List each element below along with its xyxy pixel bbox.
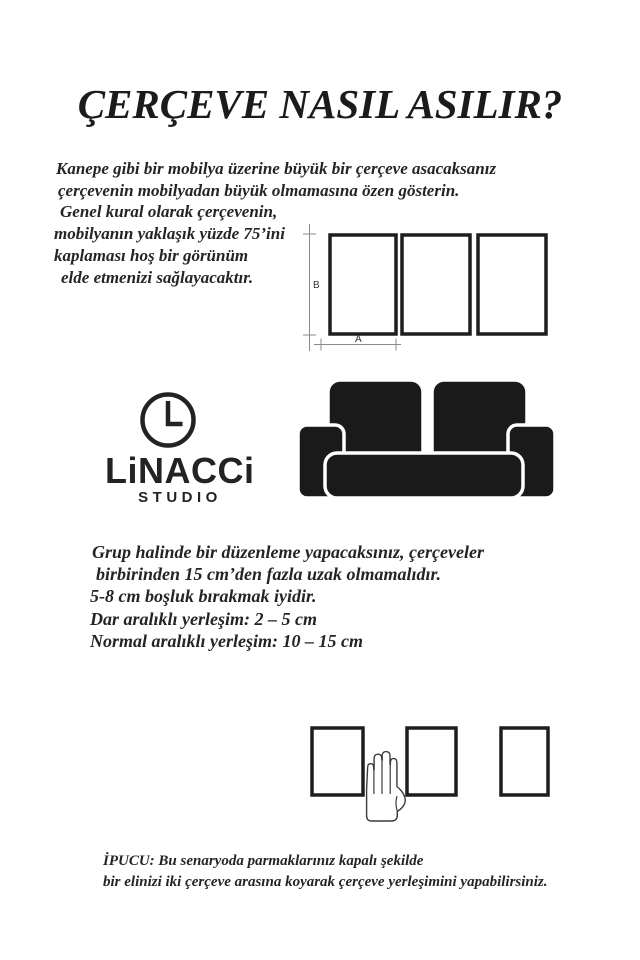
hand-icon — [367, 752, 406, 821]
grouping-paragraph — [90, 541, 560, 652]
frame-rect — [330, 235, 396, 334]
frame-rect — [478, 235, 546, 334]
intro-line: elde etmenizi sağlayacaktır. — [61, 267, 254, 287]
intro-line: Genel kural olarak çerçevenin, — [60, 202, 278, 222]
frame-size-diagram — [300, 218, 560, 358]
intro-line: Kanepe gibi bir mobilya üzerine büyük bir çerçeve asacaksanız — [56, 159, 497, 178]
intro-line: kaplaması hoş bir görünüm — [54, 245, 249, 265]
sofa-seat — [325, 453, 523, 498]
grouping-line: birbirinden 15 cm’den fazla uzak olmamalıdır. — [96, 564, 442, 585]
tip-line: bir elinizi iki çerçeve arasına koyarak çerçeve yerleşimini yapabilirsiniz. — [103, 874, 548, 890]
tip-line: İPUCU: Bu senaryoda parmaklarınız kapalı şekilde — [103, 853, 424, 869]
grouping-line: Grup halinde bir düzenleme yapacaksınız, çerçeveler — [92, 542, 484, 562]
brand-logo — [105, 390, 255, 506]
hand-spacing-diagram — [305, 718, 560, 830]
height-label: B — [313, 280, 320, 291]
intro-line: çerçevenin mobilyadan büyük olmamasına özen gösterin. — [58, 180, 460, 200]
grouping-line: Normal aralıklı yerleşim: 10 – 15 cm — [90, 630, 363, 651]
sofa-illustration — [290, 372, 565, 504]
frame-rects — [312, 728, 548, 795]
frame-rect — [402, 235, 470, 334]
frame-rect — [407, 728, 456, 795]
logo-name: LiNACCi — [105, 450, 255, 491]
frame-rects — [330, 235, 546, 334]
width-label: A — [355, 334, 362, 345]
tip-text — [103, 851, 603, 893]
page-title: ÇERÇEVE NASIL ASILIR? — [77, 81, 563, 127]
logo-subtitle: STUDIO — [138, 489, 222, 506]
grouping-line: Dar aralıklı yerleşim: 2 – 5 cm — [90, 608, 317, 629]
intro-line: mobilyanın yaklaşık yüzde 75’ini — [54, 224, 285, 244]
grouping-line: 5-8 cm boşluk bırakmak iyidir. — [90, 586, 317, 607]
frame-rect — [312, 728, 363, 795]
clock-icon — [138, 390, 198, 450]
frame-rect — [501, 728, 548, 795]
